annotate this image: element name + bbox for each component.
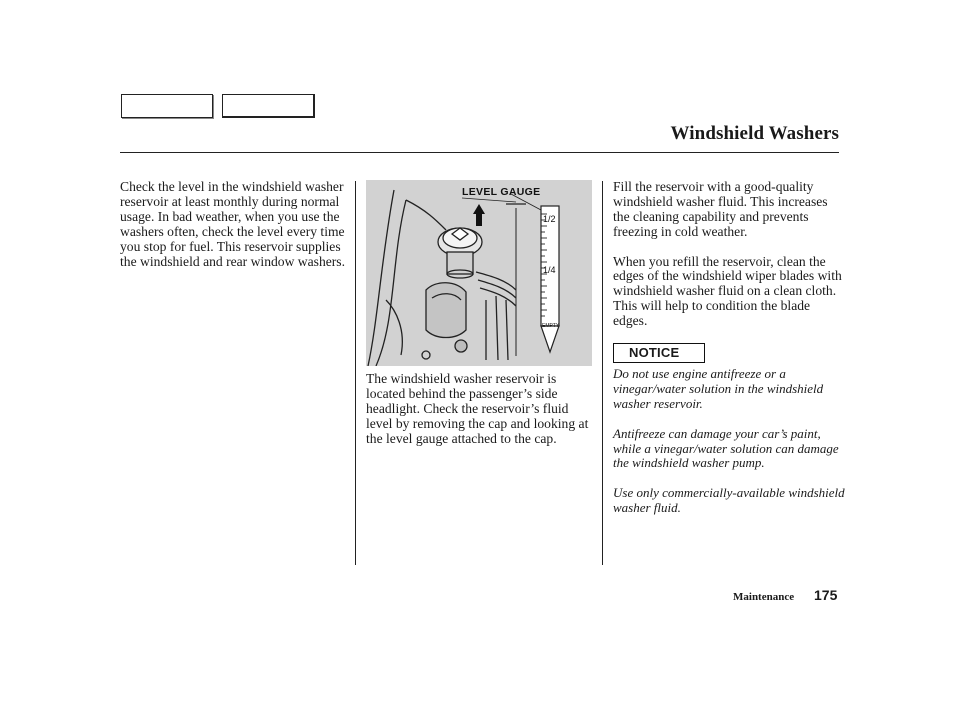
reservoir-location-paragraph: The windshield washer reservoir is located behind the passenger’s side headlight. Check the reservoir’s fluid level by removing the cap and looking at the level gauge attached to the cap.	[366, 371, 589, 446]
notice-text-fluid: Use only commercially-available windshield washer fluid.	[613, 485, 845, 516]
reservoir-check-paragraph: Check the level in the windshield washer reservoir at least monthly during normal usage. In bad weather, when you use the washers often, check the level every time you stop for fuel. This reservoir supplies the windshield and rear window washers.	[120, 179, 345, 269]
column-divider-right	[602, 181, 603, 565]
nav-prev-button[interactable]	[121, 94, 213, 118]
column-left	[120, 180, 352, 284]
column-divider-left	[355, 181, 356, 565]
reservoir-illustration	[366, 180, 592, 366]
fill-reservoir-paragraph: Fill the reservoir with a good-quality windshield washer fluid. This increases the cleaning capability and prevents freezing in cold weather.	[613, 179, 828, 239]
page-title: Windshield Washers	[670, 123, 839, 144]
gauge-mark-quarter: 1/4	[543, 265, 556, 275]
footer-section-name: Maintenance	[733, 591, 795, 603]
gauge-mark-empty: EMPTY	[542, 323, 560, 329]
column-middle	[366, 372, 594, 461]
page-number: 175	[814, 587, 838, 603]
column-right	[613, 180, 845, 531]
notice-label: NOTICE	[613, 343, 705, 363]
notice-text-antifreeze: Do not use engine antifreeze or a vinegar/water solution in the windshield washer reservoir.	[613, 366, 824, 411]
gauge-mark-half: 1/2	[543, 214, 556, 224]
title-divider	[120, 152, 839, 153]
notice-text-damage: Antifreeze can damage your car’s paint, while a vinegar/water solution can damage the windshield washer pump.	[613, 425, 839, 471]
figure-label: LEVEL GAUGE	[462, 186, 541, 198]
engine-bay-drawing	[366, 180, 592, 366]
clean-wiper-paragraph: When you refill the reservoir, clean the edges of the windshield wiper blades with windshield washer fluid on a clean cloth. This will help to condition the blade edges.	[613, 253, 842, 329]
nav-next-button[interactable]	[222, 94, 315, 118]
